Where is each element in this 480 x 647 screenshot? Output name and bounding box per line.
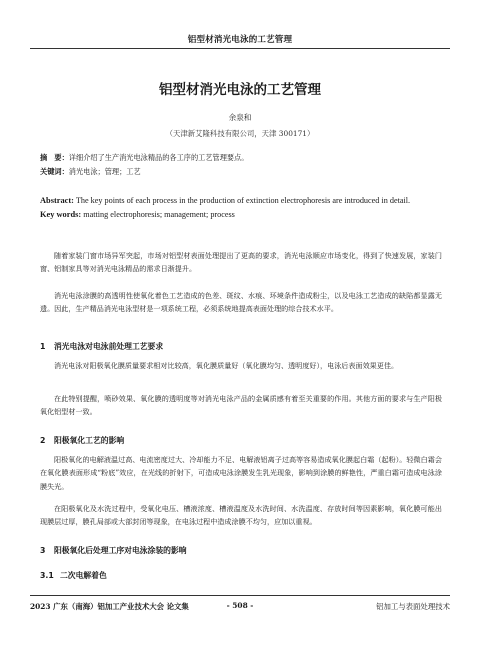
author: 余泉和 [228, 113, 252, 122]
section-1-heading [40, 341, 442, 352]
section-1-paragraph-2: 在此特别提醒，喷砂效果、氧化膜的透明度等对消光电泳产品的金属质感有着至关重要的作用。其他方面的要求与生产阳极氧化铝型材一致。 [40, 394, 442, 417]
section-3-number: 3 [40, 546, 46, 555]
section-3-1-number: 3.1 [40, 571, 54, 580]
keywords-cn [40, 166, 442, 178]
running-head: 铝型材消光电泳的工艺管理 [187, 35, 293, 45]
keywords-cn-text: 消光电泳；管理；工艺 [68, 167, 141, 176]
section-3-1-title: 二次电解着色 [60, 571, 107, 580]
section-2-paragraph-2: 在阳极氧化及水洗过程中，受氧化电压、槽液浓度、槽液温度及水洗时间、水洗温度、存放时间等因素影响，氧化膜可能出现膜层过厚，膜孔局部或大部封闭等现象，在电泳过程中造成涂膜不均匀，应加以重视。 [40, 504, 442, 527]
footer-proceedings: 2023 广东（南海）铝加工产业技术大会 论文集 [30, 602, 189, 611]
header-divider [30, 48, 450, 49]
keywords-en-label: Key words: [40, 210, 82, 219]
affiliation: （天津新艾隆科技有限公司，天津 300171） [165, 129, 315, 138]
section-1-title: 消光电泳对电泳前处理工艺要求 [54, 342, 164, 351]
keywords-en-text: matting electrophoresis; management; process [81, 210, 235, 219]
section-2-heading [40, 435, 442, 446]
abstract-cn [40, 152, 442, 164]
abstract-en [40, 195, 442, 207]
section-1-number: 1 [40, 342, 46, 351]
abstract-cn-text: 详细介绍了生产消光电泳精品的各工序的工艺管理要点。 [68, 153, 249, 162]
section-2-number: 2 [40, 436, 46, 445]
page-number: - 508 - [226, 601, 254, 610]
abstract-en-label: Abstract: [40, 196, 74, 205]
abstract-cn-label: 摘 要： [40, 153, 69, 162]
section-3-heading [40, 545, 442, 556]
intro-paragraph-1: 随着家装门窗市场异军突起，市场对铝型材表面处理提出了更高的要求，消光电泳顺应市场变化，得到了快速发展，家装门窗、铝制家具等对消光电泳精品的需求日渐提升。 [40, 251, 442, 274]
footer-divider [30, 595, 450, 596]
section-2-title: 阳极氧化工艺的影响 [54, 436, 125, 445]
keywords-cn-label: 关键词： [40, 167, 69, 176]
footer-journal: 铝加工与表面处理技术 [376, 602, 450, 611]
abstract-en-text: The key points of each process in the production of extinction electrophoresis are introduced in detail. [73, 196, 411, 205]
section-3-title: 阳极氧化后处理工序对电泳涂装的影响 [54, 546, 187, 555]
paper-title: 铝型材消光电泳的工艺管理 [159, 82, 321, 98]
section-3-1-heading [40, 570, 442, 581]
keywords-en [40, 209, 442, 221]
section-1-paragraph-1: 消光电泳对阳极氧化膜质量要求相对比较高，氧化膜质量好（氧化膜均匀、透明度好），电泳后表面效果更佳。 [54, 361, 399, 370]
intro-paragraph-2: 消光电泳涂膜的高透明性使氧化着色工艺造成的色差、斑纹、水痕、环境条件造成粉尘，以及电泳工艺造成的缺陷都显露无遗。因此，生产精品消光电泳型材是一项系统工程，必须系统地提高表面处理的综合技术水平。 [40, 291, 442, 314]
section-2-paragraph-1: 阳极氧化的电解液温过高、电流密度过大、冷却能力不足、电解液铝离子过高等容易造成氧化膜起白霜（起粉）。轻微白霜会在氧化膜表面形成“粉底”效应，在光线的折射下，可造成电泳涂膜发生乳光现象，影响到涂膜的鲜艳性，严重白霜可造成电泳涂膜失光。 [40, 455, 442, 491]
